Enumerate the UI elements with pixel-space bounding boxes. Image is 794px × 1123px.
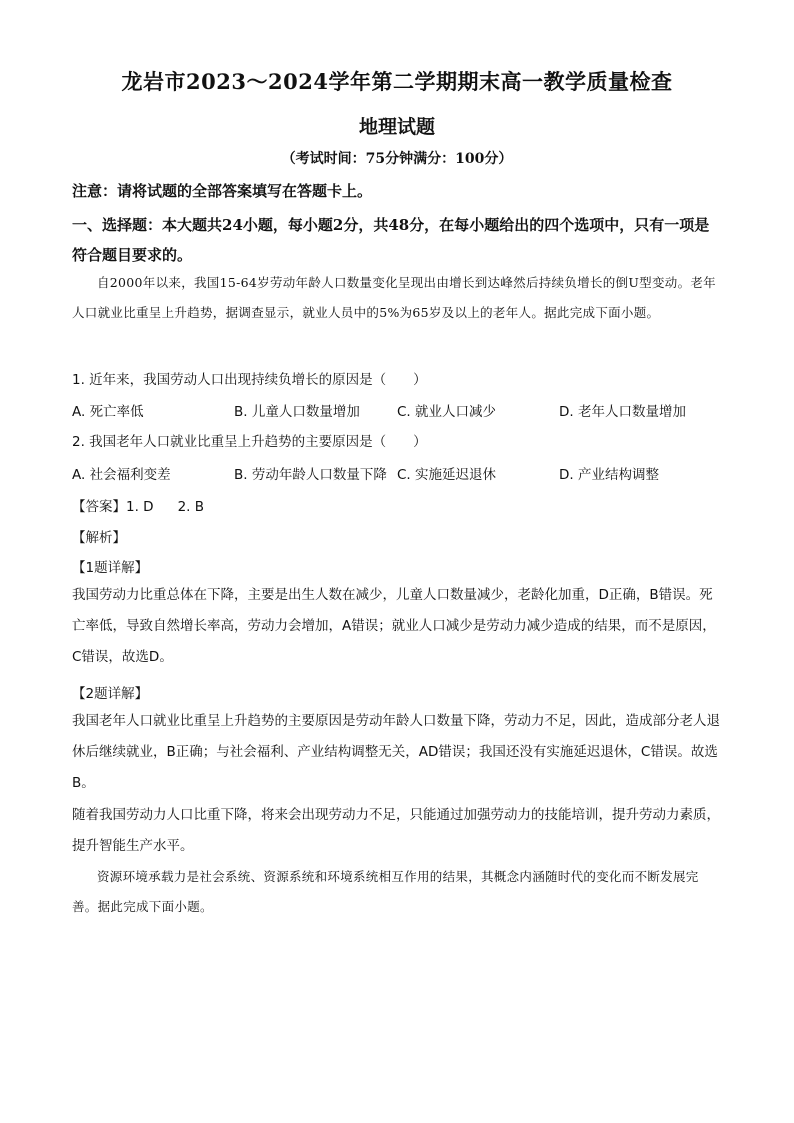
q1-option-a: A. 死亡率低 (72, 404, 144, 420)
q1-option-d: D. 老年人口数量增加 (559, 404, 686, 420)
question-2-stem: 2. 我国老年人口就业比重呈上升趋势的主要原因是（ ） (72, 434, 427, 450)
detail-1-label: 【1题详解】 (72, 560, 149, 576)
passage-1: 自2000年以来，我国15-64岁劳动年龄人口数量变化呈现出由增长到达峰然后持续负增长的倒U型变动。老年人口就业比重呈上升趋势，据调查显示，就业人员中的5%为65岁及以上的老年人。据此完成下面小题。 (72, 275, 716, 320)
answer-label: 【答案】 (72, 499, 126, 515)
q2-option-d: D. 产业结构调整 (559, 467, 659, 483)
q2-option-c: C. 实施延迟退休 (397, 467, 497, 483)
q2-option-b: B. 劳动年龄人口数量下降 (234, 467, 387, 483)
detail-2-label: 【2题详解】 (72, 686, 149, 702)
question-2-options (72, 463, 722, 485)
answer-line (72, 495, 722, 515)
exam-info: （考试时间：75分钟满分：100分） (281, 151, 513, 167)
q1-option-c: C. 就业人口减少 (397, 404, 497, 420)
analysis-label: 【解析】 (72, 530, 126, 546)
notice: 注意：请将试题的全部答案填写在答题卡上。 (72, 182, 373, 200)
document-title: 龙岩市2023～2024学年第二学期期末高一教学质量检查 (121, 69, 673, 94)
detail-2-extra: 随着我国劳动力人口比重下降，将来会出现劳动力不足，只能通过加强劳动力的技能培训，提升劳动力素质，提升智能生产水平。 (72, 807, 720, 854)
section-one-instructions: 一、选择题：本大题共24小题，每小题2分，共48分，在每小题给出的四个选项中，只有一项是符合题目要求的。 (72, 216, 710, 264)
q1-option-b: B. 儿童人口数量增加 (234, 404, 360, 420)
q2-option-a: A. 社会福利变差 (72, 467, 171, 483)
question-1-options (72, 400, 722, 422)
document-subtitle: 地理试题 (358, 116, 435, 138)
passage-2: 资源环境承载力是社会系统、资源系统和环境系统相互作用的结果，其概念内涵随时代的变化而不断发展完善。据此完成下面小题。 (72, 869, 699, 914)
answer-2: 2. B (177, 499, 205, 515)
detail-1-text: 我国劳动力比重总体在下降，主要是出生人数在减少，儿童人口数量减少，老龄化加重，D正确，B错误。死亡率低，导致自然增长率高，劳动力会增加，A错误；就业人口减少是劳动力减少造成的结果，而不是原因，C错误，故选D。 (72, 587, 716, 665)
question-1-stem: 1. 近年来，我国劳动人口出现持续负增长的原因是（ ） (72, 372, 427, 388)
detail-2-text: 我国老年人口就业比重呈上升趋势的主要原因是劳动年龄人口数量下降，劳动力不足，因此，造成部分老人退休后继续就业，B正确；与社会福利、产业结构调整无关，AD错误；我国还没有实施延迟退休，C错误。故选B。 (72, 713, 720, 791)
answer-1: 1. D (126, 499, 154, 515)
